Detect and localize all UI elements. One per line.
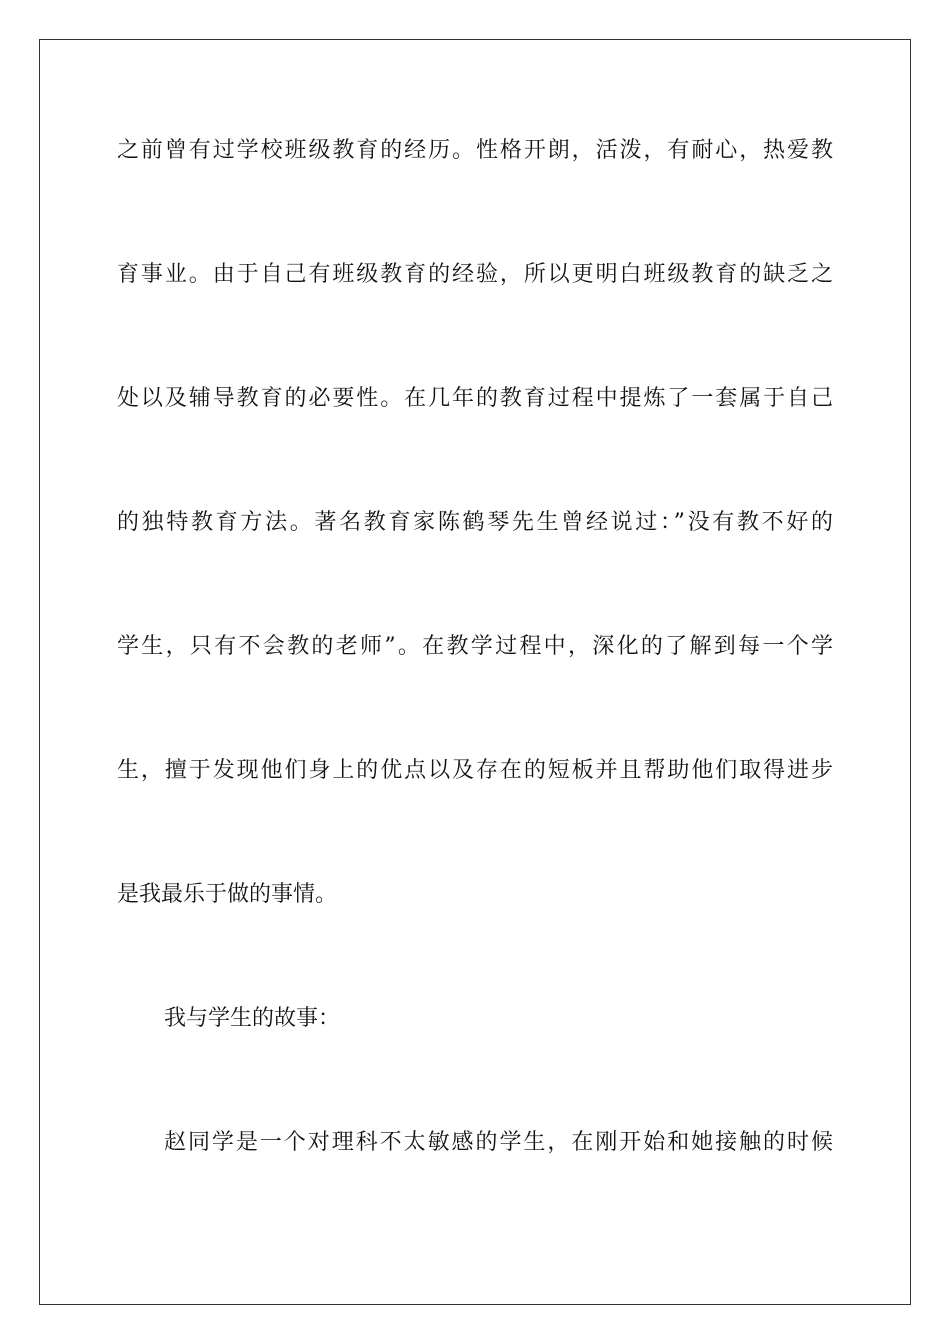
paragraph-line: 学生，只有不会教的老师”。在教学过程中，深化的了解到每一个学: [117, 634, 833, 659]
paragraph-line: 赵同学是一个对理科不太敏感的学生，在刚开始和她接触的时候: [164, 1130, 833, 1155]
paragraph-line: 之前曾有过学校班级教育的经历。性格开朗，活泼，有耐心，热爱教: [117, 138, 833, 163]
paragraph-line: 处以及辅导教育的必要性。在几年的教育过程中提炼了一套属于自己: [117, 386, 833, 411]
page-border: [39, 39, 911, 1305]
paragraph-line: 生，擅于发现他们身上的优点以及存在的短板并且帮助他们取得进步: [117, 758, 833, 783]
paragraph-line: 育事业。由于自己有班级教育的经验，所以更明白班级教育的缺乏之: [117, 262, 833, 287]
paragraph-line: 是我最乐于做的事情。: [117, 882, 338, 907]
section-heading: 我与学生的故事：: [164, 1006, 341, 1031]
paragraph-line: 的独特教育方法。著名教育家陈鹤琴先生曾经说过：”没有教不好的: [117, 510, 833, 535]
